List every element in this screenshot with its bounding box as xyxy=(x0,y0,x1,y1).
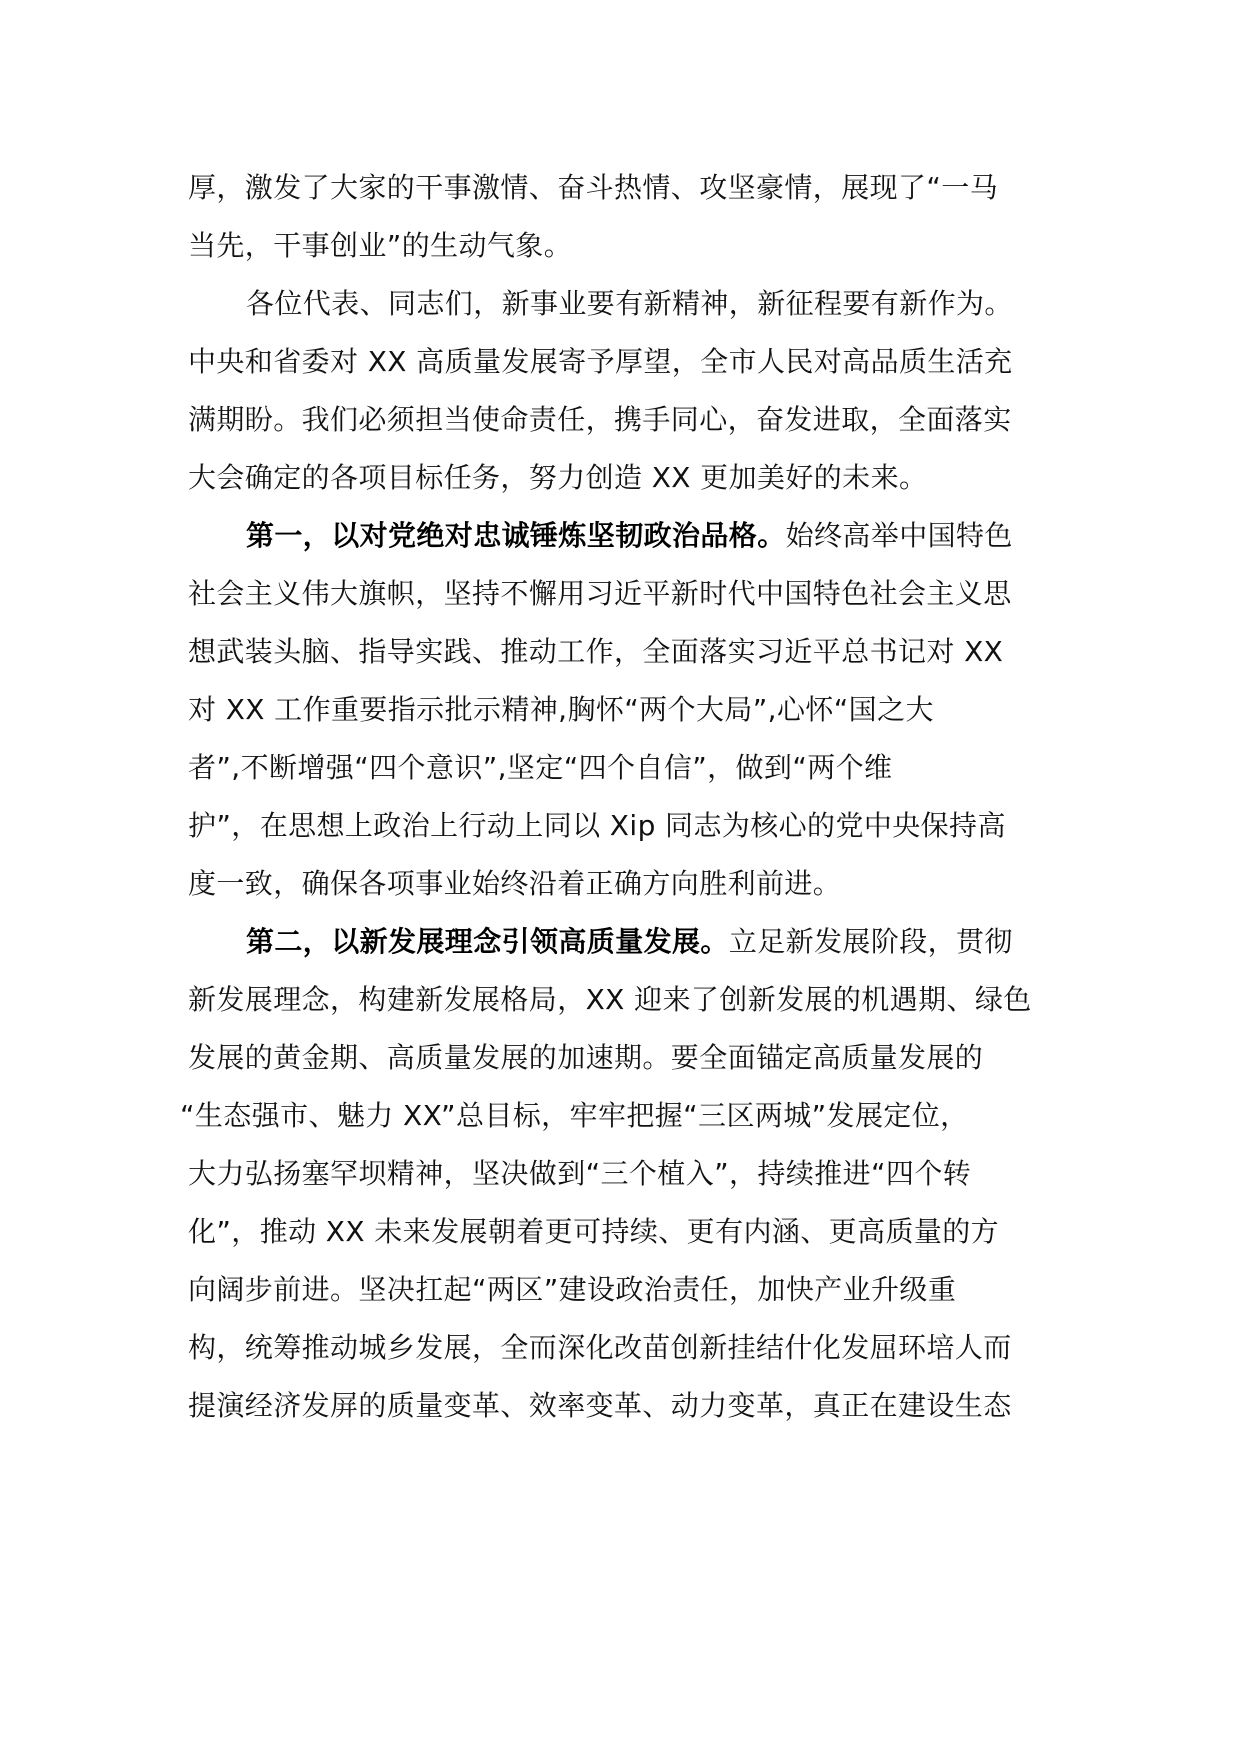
text-line: 对 XX 工作重要指示批示精神,胸怀“两个大局”,心怀“国之大 xyxy=(188,693,934,726)
section-heading-first: 第一，以对党绝对忠诚锤炼坚韧政治品格。 xyxy=(246,519,786,552)
text-line: 发展的黄金期、高质量发展的加速期。要全面锚定高质量发展的 xyxy=(188,1041,984,1074)
text-line: 向阔步前进。坚决扛起“两区”建设政治责任，加快产业升级重 xyxy=(188,1273,957,1306)
text-line: 提演经济发屏的质量变革、效率变革、动力变革，真正在建设生态 xyxy=(188,1389,1012,1422)
text-line: 大会确定的各项目标任务，努力创造 XX 更加美好的未来。 xyxy=(188,461,928,494)
text-line: 想武装头脑、指导实践、推动工作，全面落实习近平总书记对 XX xyxy=(188,635,1004,668)
text-line: 护”，在思想上政治上行动上同以 Xip 同志为核心的党中央保持高 xyxy=(188,809,1006,842)
text-line: 当先，干事创业”的生动气象。 xyxy=(188,229,573,262)
paragraph-second-opening xyxy=(246,918,1013,966)
text-line: 度一致，确保各项事业始终沿着正确方向胜利前进。 xyxy=(188,867,842,900)
text-line: 者”,不断增强“四个意识”,坚定“四个自信”，做到“两个维 xyxy=(188,751,893,784)
text-line: 满期盼。我们必须担当使命责任，携手同心，奋发进取，全面落实 xyxy=(188,403,1012,436)
section-heading-second: 第二，以新发展理念引领高质量发展。 xyxy=(246,925,729,958)
text-line: 化”，推动 XX 未来发展朝着更可持续、更有内涵、更高质量的方 xyxy=(188,1215,1000,1248)
text-line: 新发展理念，构建新发展格局，XX 迎来了创新发展的机遇期、绿色 xyxy=(188,983,1032,1016)
paragraph-first-opening xyxy=(246,512,1013,560)
text-line: 大力弘扬塞罕坝精神，坚决做到“三个植入”，持续推进“四个转 xyxy=(188,1157,972,1190)
text-line: 中央和省委对 XX 高质量发展寄予厚望，全市人民对高品质生活充 xyxy=(188,345,1013,378)
text-line: 社会主义伟大旗帜，坚持不懈用习近平新时代中国特色社会主义思 xyxy=(188,577,1012,610)
text-line: 各位代表、同志们，新事业要有新精神，新征程要有新作为。 xyxy=(246,287,1013,320)
text-line: “生态强市、魅力 XX”总目标，牢牢把握“三区两城”发展定位， xyxy=(180,1099,969,1132)
text-line: 构，统筹推动城乡发展，全而深化改苗创新挂结什化发屈环培人而 xyxy=(188,1331,1012,1364)
text-line: 厚，激发了大家的干事激情、奋斗热情、攻坚豪情，展现了“一马 xyxy=(188,171,999,204)
text-run: 始终高举中国特色 xyxy=(785,519,1013,552)
text-run: 立足新发展阶段，贯彻 xyxy=(728,925,1013,958)
